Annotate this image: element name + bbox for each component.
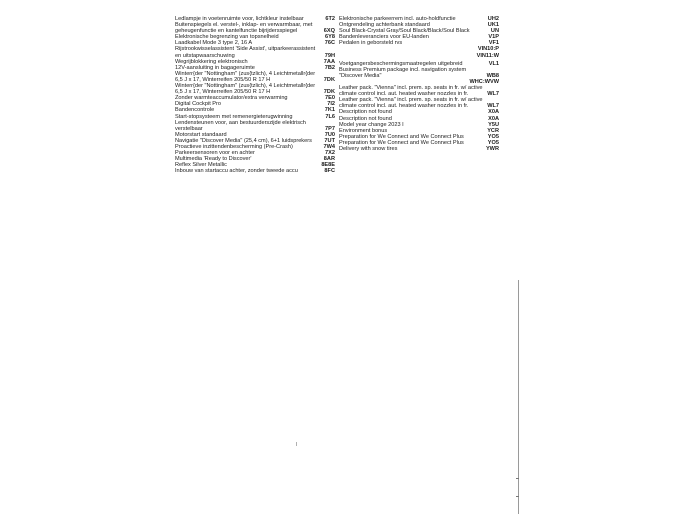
option-code: YO5 <box>487 133 499 140</box>
left-options-column <box>175 16 335 174</box>
option-code: 7P7 <box>325 125 335 132</box>
option-description: Winterr{der "Nottingham" (zus{tzlich), 4 Leichtmetallr{der 6,5 J x 17, Winterreifen 205/50 R 17 H <box>175 83 316 96</box>
option-description: 12V-aansluiting in bagageruimte <box>175 64 255 71</box>
option-code: 79H <box>324 52 335 59</box>
option-description: Delivery with snow tires <box>339 145 398 152</box>
option-row <box>175 168 335 174</box>
right-options-column <box>339 16 499 152</box>
option-code: 7AA <box>323 58 335 65</box>
option-code: 7I2 <box>327 101 335 108</box>
scan-mark <box>296 442 297 446</box>
page-edge-mark <box>516 478 519 479</box>
option-description: Description not found <box>339 115 392 122</box>
option-code: 7L6 <box>325 113 335 120</box>
option-description: Lendensteunen voor, aan bestuurderszijde elektrisch verstelbaar <box>175 119 306 132</box>
option-description: Winterr{der "Nottingham" (zus{tzlich), 4 Leichtmetallr{der 6,5 J x 17, Winterreifen 205/50 R 17 H <box>175 70 316 83</box>
option-description: Start-stopsysteem met remenergieterugwinning <box>175 113 293 120</box>
option-description: Buitenspiegels el. verstel-, inklap- en verwarmbaar, met geheugenfunctie en kantelfunctie bijrijdersspiegel <box>175 22 313 35</box>
option-description: Pedalen in geborsteld rvs <box>339 40 403 47</box>
option-code: X0A <box>488 115 499 122</box>
option-code: V1P <box>488 34 499 41</box>
option-description: Voetgangersbeschermingsmaatregelen uitgebreid <box>339 60 463 67</box>
option-code: WHC:WVW <box>469 78 499 85</box>
option-description: Wegrijblokkering elektronisch <box>175 58 248 65</box>
option-row <box>339 146 499 152</box>
option-row <box>175 83 335 95</box>
option-code: 7X2 <box>325 150 335 157</box>
option-code: Y5U <box>488 121 499 128</box>
option-code: VF1 <box>488 40 499 47</box>
option-code: UH2 <box>487 16 499 22</box>
option-code: 6T2 <box>325 16 335 22</box>
option-description: Motorstart standaard <box>175 131 227 138</box>
option-code: 76C <box>324 40 335 47</box>
option-row <box>175 120 335 132</box>
option-row <box>339 85 499 97</box>
option-code: WL7 <box>487 91 499 98</box>
option-row <box>339 67 499 79</box>
option-code: 7E0 <box>325 95 335 102</box>
option-description: Leather pack. "Vienna" incl. prem. sp. seats in fr. w/ active climate control incl. aut. heated washer nozzles in fr. <box>339 85 483 98</box>
option-code: 7K1 <box>324 107 335 114</box>
option-code: YCR <box>487 127 499 134</box>
option-code: UN <box>490 28 499 35</box>
option-description: Preparation for We Connect and We Connect Plus <box>339 139 464 146</box>
option-description: Multimedia 'Ready to Discover' <box>175 156 252 163</box>
option-description: Environment bonus <box>339 127 388 134</box>
option-code: X0A <box>488 109 499 116</box>
option-code: 8E8E <box>321 162 335 169</box>
option-code: 7B2 <box>324 64 335 71</box>
option-row <box>175 22 335 34</box>
option-code: UK1 <box>487 22 499 29</box>
option-description: Business Premium package incl. navigation system "Discover Media" <box>339 66 467 79</box>
option-code: 8AR <box>323 156 335 163</box>
option-code: WL7 <box>487 103 499 110</box>
option-description: Proactieve inzittendenbescherming (Pre-Crash) <box>175 143 293 150</box>
option-row <box>339 97 499 109</box>
option-code: 7DK <box>323 89 335 96</box>
option-code: 7UT <box>324 137 335 144</box>
option-code: 6Y8 <box>325 34 335 41</box>
option-code: VIN10:P <box>477 46 499 53</box>
page-edge-mark <box>516 496 519 497</box>
option-description: Ontgrendeling achterbank standaard <box>339 22 430 29</box>
option-row <box>175 46 335 58</box>
option-description: Reflex Silver Metallic <box>175 162 227 169</box>
option-description: Leather pack. "Vienna" incl. prem. sp. seats in fr. w/ active climate control incl. aut. heated washer nozzles in fr. <box>339 97 483 110</box>
option-description: Laadkabel Mode 3 type 2, 16 A <box>175 40 253 47</box>
option-row <box>339 40 499 46</box>
option-description: Elektronische begrenzing van topsnelheid <box>175 34 279 41</box>
option-description: Bandenleveranciers voor EU-landen <box>339 34 429 41</box>
option-description: Parkeersensoren voor en achter <box>175 150 255 157</box>
option-row <box>339 53 499 59</box>
option-description: Bandencontrole <box>175 107 215 114</box>
option-description: Description not found <box>339 109 392 116</box>
option-code: 7U0 <box>324 131 335 138</box>
option-description: Rijstrookwisselassistent 'Side Assist', uitparkeerassistent en uitstapwaarschuwing <box>175 46 316 59</box>
option-code: 6XQ <box>323 28 335 35</box>
option-description: Navigatie "Discover Media" (25,4 cm), 6+1 luidsprekers <box>175 137 312 144</box>
option-code: 7DK <box>323 76 335 83</box>
option-description: Digital Cockpit Pro <box>175 101 222 108</box>
option-code: WB8 <box>486 72 499 79</box>
option-code: 8FC <box>324 168 335 175</box>
option-description: Zonder warmteaccumulator/extra verwarming <box>175 95 288 102</box>
option-code: VL1 <box>488 60 499 67</box>
option-description: Model year change 2023 I <box>339 121 404 128</box>
option-code: 7W4 <box>323 143 335 150</box>
option-description: Soul Black-Crystal Gray/Soul Black/Black/Soul Black <box>339 28 470 35</box>
option-description: Inbouw van startaccu achter, zonder tweede accu <box>175 168 298 175</box>
option-description: Elektronische parkeerrem incl. auto-holdfunctie <box>339 16 456 22</box>
option-code: YWR <box>485 145 499 152</box>
option-code: YO5 <box>487 139 499 146</box>
option-description: Ledlampje in voetenruimte voor, lichtkleur instelbaar <box>175 16 304 22</box>
option-row <box>175 71 335 83</box>
option-description: Preparation for We Connect and We Connect Plus <box>339 133 464 140</box>
option-code: VIN11:W <box>476 52 499 59</box>
